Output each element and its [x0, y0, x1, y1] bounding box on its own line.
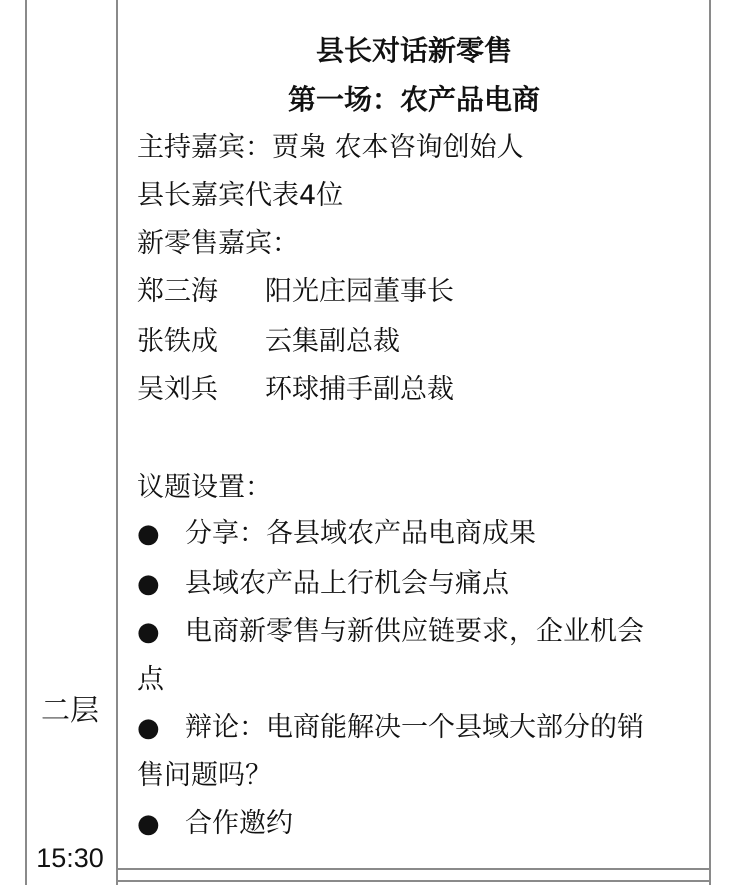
table-bottom-border-lower	[116, 880, 711, 882]
agenda-item-text: 县域农产品上行机会与痛点	[185, 568, 509, 599]
bullet-icon: ●	[137, 519, 160, 549]
guest-title: 阳光庄园董事长	[265, 276, 454, 307]
table-column-divider	[116, 0, 118, 885]
guest-row	[137, 366, 703, 414]
session-title: 第一场：农产品电商	[287, 83, 540, 116]
guest-row	[137, 268, 703, 316]
agenda-item	[137, 704, 703, 752]
guest-name: 张铁成	[137, 326, 218, 357]
time-label: 15:30	[36, 843, 104, 873]
agenda-item-text: 合作邀约	[185, 808, 293, 839]
guest-name: 郑三海	[137, 276, 218, 307]
table-bottom-border	[116, 868, 711, 870]
agenda-item	[137, 800, 703, 848]
retail-guests-heading: 新零售嘉宾：	[137, 228, 299, 259]
agenda-item	[137, 608, 703, 656]
agenda-item-text: 电商新零售与新供应链要求，企业机会	[185, 616, 644, 647]
bullet-icon: ●	[137, 809, 160, 839]
guest-row	[137, 318, 703, 366]
bullet-icon: ●	[137, 617, 160, 647]
agenda-heading: 议题设置：	[137, 472, 272, 503]
agenda-item-text: 分享：各县域农产品电商成果	[185, 518, 536, 549]
agenda-item-text: 辩论：电商能解决一个县域大部分的销	[185, 712, 644, 743]
bullet-icon: ●	[137, 713, 160, 743]
guest-name: 吴刘兵	[137, 374, 218, 405]
host-line: 主持嘉宾：贾枭 农本咨询创始人	[137, 132, 524, 163]
table-left-border	[25, 0, 27, 885]
table-right-border	[709, 0, 711, 885]
guest-title: 环球捕手副总裁	[265, 374, 454, 405]
bullet-icon: ●	[137, 569, 160, 599]
agenda-item	[137, 560, 703, 608]
floor-label: 二层	[40, 693, 99, 727]
agenda-item-continuation: 点	[137, 664, 164, 695]
agenda-item	[137, 510, 703, 558]
county-guests-line: 县长嘉宾代表4位	[137, 180, 344, 211]
event-title: 县长对话新零售	[315, 34, 512, 67]
agenda-item-continuation: 售问题吗？	[137, 760, 272, 791]
guest-title: 云集副总裁	[265, 326, 400, 357]
